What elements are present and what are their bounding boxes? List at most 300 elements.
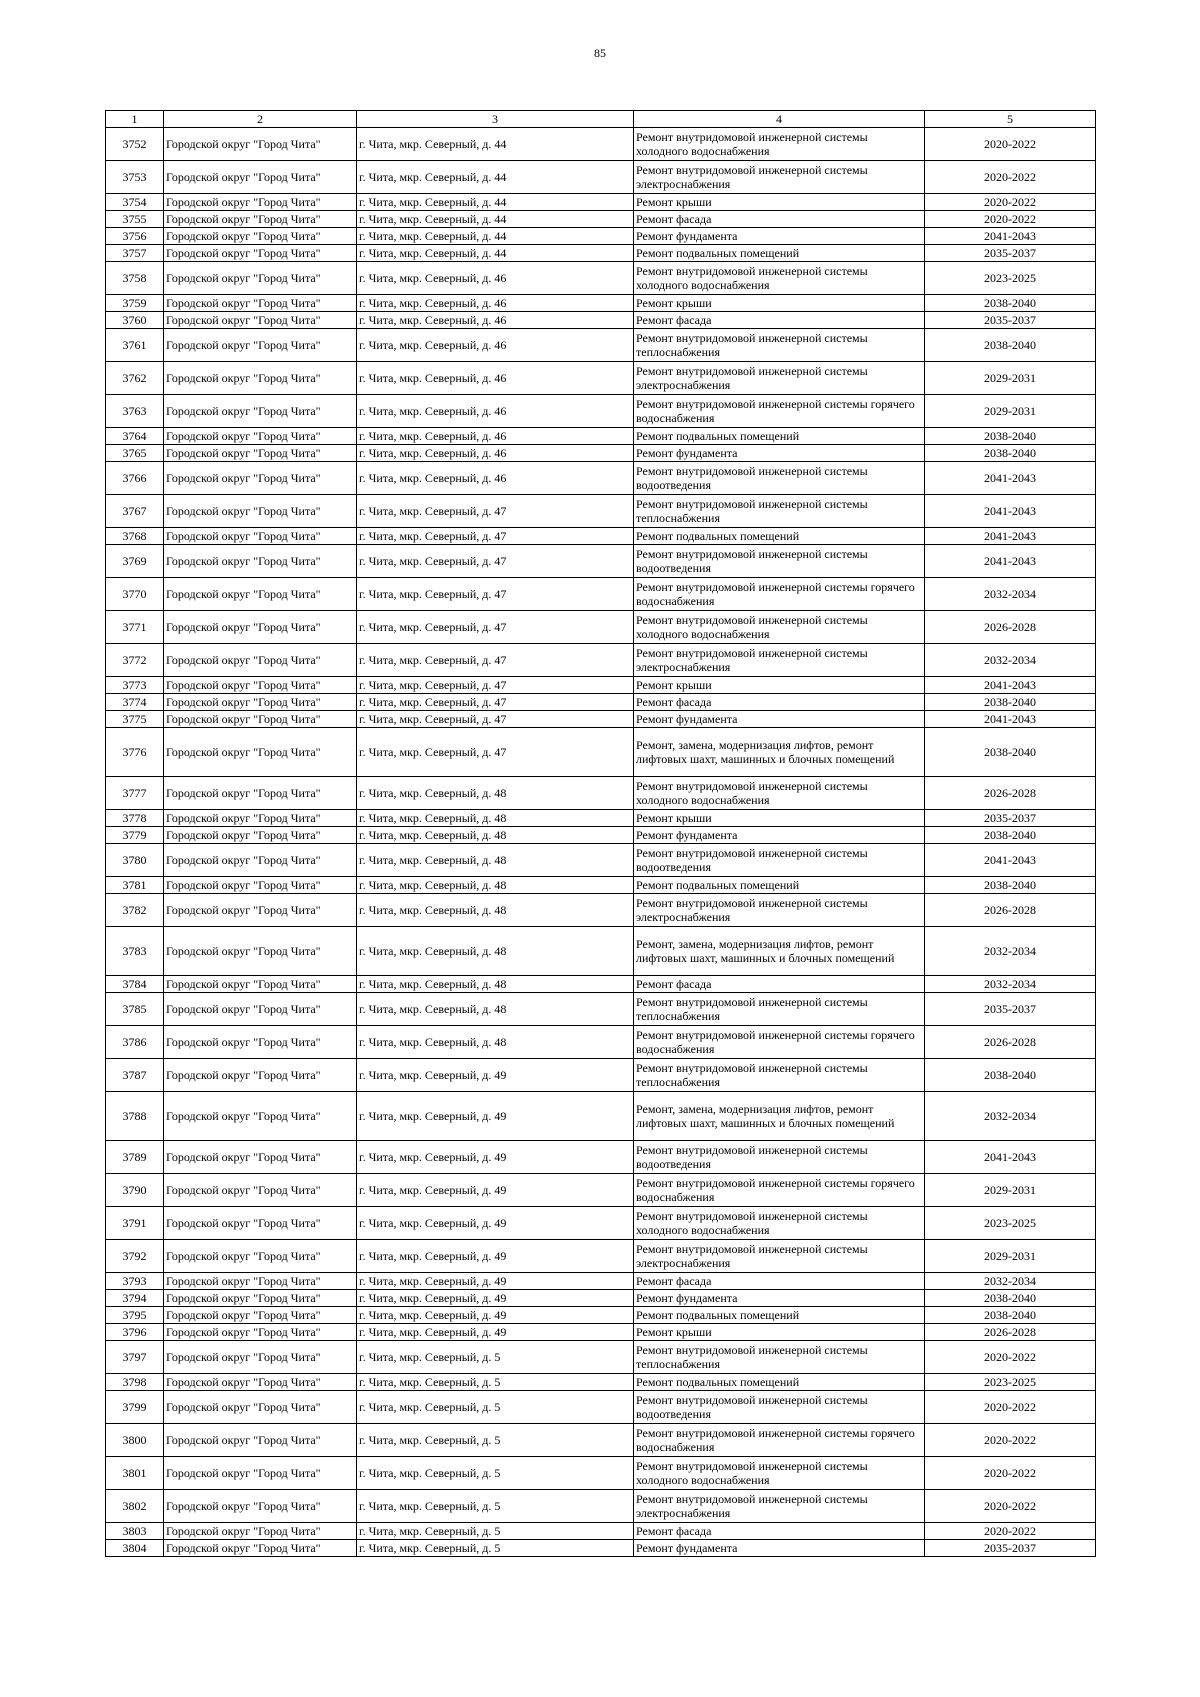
period-cell: 2038-2040 (925, 428, 1096, 445)
address-cell: г. Чита, мкр. Северный, д. 47 (357, 694, 634, 711)
row-number-cell: 3787 (106, 1059, 164, 1092)
table-row (106, 894, 1096, 927)
table-row (106, 1324, 1096, 1341)
row-number-cell: 3790 (106, 1174, 164, 1207)
table-row (106, 1240, 1096, 1273)
row-number-cell: 3762 (106, 362, 164, 395)
address-cell: г. Чита, мкр. Северный, д. 49 (357, 1307, 634, 1324)
municipality-cell: Городской округ "Город Чита" (164, 1141, 357, 1174)
address-cell: г. Чита, мкр. Северный, д. 47 (357, 711, 634, 728)
municipality-cell: Городской округ "Город Чита" (164, 545, 357, 578)
period-cell: 2032-2034 (925, 578, 1096, 611)
column-header: 1 (106, 111, 164, 128)
address-cell: г. Чита, мкр. Северный, д. 47 (357, 644, 634, 677)
period-cell: 2020-2022 (925, 1490, 1096, 1523)
work-type-cell: Ремонт внутридомовой инженерной системы холодного водоснабжения (634, 1207, 925, 1240)
period-cell: 2038-2040 (925, 1307, 1096, 1324)
work-type-cell: Ремонт внутридомовой инженерной системы горячего водоснабжения (634, 1424, 925, 1457)
row-number-cell: 3773 (106, 677, 164, 694)
table-row (106, 1307, 1096, 1324)
municipality-cell: Городской округ "Город Чита" (164, 295, 357, 312)
municipality-cell: Городской округ "Город Чита" (164, 495, 357, 528)
period-cell: 2029-2031 (925, 1174, 1096, 1207)
address-cell: г. Чита, мкр. Северный, д. 49 (357, 1240, 634, 1273)
address-cell: г. Чита, мкр. Северный, д. 5 (357, 1341, 634, 1374)
municipality-cell: Городской округ "Город Чита" (164, 677, 357, 694)
table-row (106, 1490, 1096, 1523)
address-cell: г. Чита, мкр. Северный, д. 5 (357, 1374, 634, 1391)
period-cell: 2041-2043 (925, 528, 1096, 545)
column-number-row (106, 111, 1096, 128)
address-cell: г. Чита, мкр. Северный, д. 46 (357, 362, 634, 395)
period-cell: 2023-2025 (925, 1207, 1096, 1240)
row-number-cell: 3759 (106, 295, 164, 312)
table-row (106, 611, 1096, 644)
table-row (106, 1457, 1096, 1490)
period-cell: 2035-2037 (925, 810, 1096, 827)
work-type-cell: Ремонт внутридомовой инженерной системы водоотведения (634, 545, 925, 578)
row-number-cell: 3774 (106, 694, 164, 711)
table-row (106, 1141, 1096, 1174)
municipality-cell: Городской округ "Город Чита" (164, 128, 357, 161)
row-number-cell: 3784 (106, 976, 164, 993)
period-cell: 2032-2034 (925, 1092, 1096, 1141)
period-cell: 2020-2022 (925, 161, 1096, 194)
municipality-cell: Городской округ "Город Чита" (164, 844, 357, 877)
work-type-cell: Ремонт фасада (634, 312, 925, 329)
period-cell: 2020-2022 (925, 1424, 1096, 1457)
period-cell: 2023-2025 (925, 1374, 1096, 1391)
work-type-cell: Ремонт фасада (634, 211, 925, 228)
repair-schedule-table (105, 110, 1096, 1557)
table-row (106, 228, 1096, 245)
row-number-cell: 3764 (106, 428, 164, 445)
municipality-cell: Городской округ "Город Чита" (164, 245, 357, 262)
table-row (106, 1523, 1096, 1540)
row-number-cell: 3785 (106, 993, 164, 1026)
row-number-cell: 3783 (106, 927, 164, 976)
table-row (106, 827, 1096, 844)
row-number-cell: 3791 (106, 1207, 164, 1240)
work-type-cell: Ремонт подвальных помещений (634, 1374, 925, 1391)
row-number-cell: 3769 (106, 545, 164, 578)
row-number-cell: 3756 (106, 228, 164, 245)
table-row (106, 1424, 1096, 1457)
work-type-cell: Ремонт внутридомовой инженерной системы электроснабжения (634, 362, 925, 395)
table-row (106, 844, 1096, 877)
table-row (106, 161, 1096, 194)
address-cell: г. Чита, мкр. Северный, д. 5 (357, 1424, 634, 1457)
work-type-cell: Ремонт фундамента (634, 228, 925, 245)
table-row (106, 312, 1096, 329)
period-cell: 2041-2043 (925, 1141, 1096, 1174)
work-type-cell: Ремонт фундамента (634, 1540, 925, 1557)
work-type-cell: Ремонт внутридомовой инженерной системы теплоснабжения (634, 1059, 925, 1092)
row-number-cell: 3771 (106, 611, 164, 644)
table-row (106, 578, 1096, 611)
municipality-cell: Городской округ "Город Чита" (164, 611, 357, 644)
address-cell: г. Чита, мкр. Северный, д. 44 (357, 211, 634, 228)
address-cell: г. Чита, мкр. Северный, д. 48 (357, 993, 634, 1026)
table-row (106, 428, 1096, 445)
period-cell: 2041-2043 (925, 228, 1096, 245)
work-type-cell: Ремонт внутридомовой инженерной системы водоотведения (634, 1141, 925, 1174)
address-cell: г. Чита, мкр. Северный, д. 47 (357, 528, 634, 545)
row-number-cell: 3761 (106, 329, 164, 362)
row-number-cell: 3799 (106, 1391, 164, 1424)
period-cell: 2023-2025 (925, 262, 1096, 295)
row-number-cell: 3768 (106, 528, 164, 545)
table-row (106, 728, 1096, 777)
row-number-cell: 3803 (106, 1523, 164, 1540)
work-type-cell: Ремонт внутридомовой инженерной системы электроснабжения (634, 1240, 925, 1273)
municipality-cell: Городской округ "Город Чита" (164, 1174, 357, 1207)
address-cell: г. Чита, мкр. Северный, д. 48 (357, 894, 634, 927)
work-type-cell: Ремонт внутридомовой инженерной системы электроснабжения (634, 644, 925, 677)
period-cell: 2020-2022 (925, 128, 1096, 161)
table-row (106, 1540, 1096, 1557)
period-cell: 2029-2031 (925, 395, 1096, 428)
table-row (106, 329, 1096, 362)
period-cell: 2038-2040 (925, 827, 1096, 844)
period-cell: 2035-2037 (925, 993, 1096, 1026)
work-type-cell: Ремонт внутридомовой инженерной системы электроснабжения (634, 1490, 925, 1523)
municipality-cell: Городской округ "Город Чита" (164, 161, 357, 194)
table-row (106, 993, 1096, 1026)
work-type-cell: Ремонт внутридомовой инженерной системы теплоснабжения (634, 495, 925, 528)
address-cell: г. Чита, мкр. Северный, д. 44 (357, 245, 634, 262)
work-type-cell: Ремонт фундамента (634, 827, 925, 844)
municipality-cell: Городской округ "Город Чита" (164, 1290, 357, 1307)
row-number-cell: 3779 (106, 827, 164, 844)
work-type-cell: Ремонт фасада (634, 694, 925, 711)
table-row (106, 445, 1096, 462)
table-row (106, 1174, 1096, 1207)
work-type-cell: Ремонт, замена, модернизация лифтов, ремонт лифтовых шахт, машинных и блочных помещений (634, 927, 925, 976)
column-header: 2 (164, 111, 357, 128)
work-type-cell: Ремонт внутридомовой инженерной системы водоотведения (634, 462, 925, 495)
address-cell: г. Чита, мкр. Северный, д. 47 (357, 545, 634, 578)
work-type-cell: Ремонт фундамента (634, 445, 925, 462)
row-number-cell: 3767 (106, 495, 164, 528)
period-cell: 2020-2022 (925, 1457, 1096, 1490)
row-number-cell: 3770 (106, 578, 164, 611)
row-number-cell: 3795 (106, 1307, 164, 1324)
address-cell: г. Чита, мкр. Северный, д. 47 (357, 677, 634, 694)
address-cell: г. Чита, мкр. Северный, д. 46 (357, 329, 634, 362)
table-row (106, 295, 1096, 312)
table-row (106, 1092, 1096, 1141)
address-cell: г. Чита, мкр. Северный, д. 48 (357, 877, 634, 894)
address-cell: г. Чита, мкр. Северный, д. 48 (357, 777, 634, 810)
period-cell: 2020-2022 (925, 1523, 1096, 1540)
address-cell: г. Чита, мкр. Северный, д. 44 (357, 161, 634, 194)
municipality-cell: Городской округ "Город Чита" (164, 894, 357, 927)
period-cell: 2038-2040 (925, 329, 1096, 362)
municipality-cell: Городской округ "Город Чита" (164, 1307, 357, 1324)
work-type-cell: Ремонт внутридомовой инженерной системы теплоснабжения (634, 1341, 925, 1374)
municipality-cell: Городской округ "Город Чита" (164, 1324, 357, 1341)
row-number-cell: 3766 (106, 462, 164, 495)
row-number-cell: 3788 (106, 1092, 164, 1141)
municipality-cell: Городской округ "Город Чита" (164, 927, 357, 976)
address-cell: г. Чита, мкр. Северный, д. 46 (357, 462, 634, 495)
work-type-cell: Ремонт, замена, модернизация лифтов, ремонт лифтовых шахт, машинных и блочных помещений (634, 1092, 925, 1141)
row-number-cell: 3789 (106, 1141, 164, 1174)
period-cell: 2026-2028 (925, 611, 1096, 644)
table-row (106, 395, 1096, 428)
row-number-cell: 3753 (106, 161, 164, 194)
work-type-cell: Ремонт, замена, модернизация лифтов, ремонт лифтовых шахт, машинных и блочных помещений (634, 728, 925, 777)
period-cell: 2032-2034 (925, 1273, 1096, 1290)
work-type-cell: Ремонт внутридомовой инженерной системы электроснабжения (634, 894, 925, 927)
municipality-cell: Городской округ "Город Чита" (164, 877, 357, 894)
table-body (106, 128, 1096, 1557)
table-row (106, 976, 1096, 993)
address-cell: г. Чита, мкр. Северный, д. 47 (357, 611, 634, 644)
municipality-cell: Городской округ "Город Чита" (164, 578, 357, 611)
municipality-cell: Городской округ "Город Чита" (164, 1374, 357, 1391)
work-type-cell: Ремонт фасада (634, 1273, 925, 1290)
work-type-cell: Ремонт внутридомовой инженерной системы холодного водоснабжения (634, 128, 925, 161)
municipality-cell: Городской округ "Город Чита" (164, 1026, 357, 1059)
row-number-cell: 3781 (106, 877, 164, 894)
municipality-cell: Городской округ "Город Чита" (164, 810, 357, 827)
period-cell: 2020-2022 (925, 1391, 1096, 1424)
period-cell: 2038-2040 (925, 694, 1096, 711)
table-row (106, 545, 1096, 578)
table-row (106, 694, 1096, 711)
row-number-cell: 3775 (106, 711, 164, 728)
period-cell: 2038-2040 (925, 295, 1096, 312)
period-cell: 2035-2037 (925, 1540, 1096, 1557)
work-type-cell: Ремонт фундамента (634, 1290, 925, 1307)
table-row (106, 1290, 1096, 1307)
work-type-cell: Ремонт внутридомовой инженерной системы теплоснабжения (634, 993, 925, 1026)
address-cell: г. Чита, мкр. Северный, д. 49 (357, 1207, 634, 1240)
municipality-cell: Городской округ "Город Чита" (164, 194, 357, 211)
municipality-cell: Городской округ "Город Чита" (164, 1273, 357, 1290)
address-cell: г. Чита, мкр. Северный, д. 48 (357, 1026, 634, 1059)
address-cell: г. Чита, мкр. Северный, д. 44 (357, 194, 634, 211)
municipality-cell: Городской округ "Город Чита" (164, 1207, 357, 1240)
table-row (106, 1391, 1096, 1424)
address-cell: г. Чита, мкр. Северный, д. 46 (357, 395, 634, 428)
municipality-cell: Городской округ "Город Чита" (164, 1457, 357, 1490)
row-number-cell: 3786 (106, 1026, 164, 1059)
municipality-cell: Городской округ "Город Чита" (164, 228, 357, 245)
work-type-cell: Ремонт внутридомовой инженерной системы теплоснабжения (634, 329, 925, 362)
row-number-cell: 3763 (106, 395, 164, 428)
address-cell: г. Чита, мкр. Северный, д. 48 (357, 927, 634, 976)
table-row (106, 194, 1096, 211)
row-number-cell: 3804 (106, 1540, 164, 1557)
work-type-cell: Ремонт подвальных помещений (634, 245, 925, 262)
municipality-cell: Городской округ "Город Чита" (164, 462, 357, 495)
address-cell: г. Чита, мкр. Северный, д. 5 (357, 1457, 634, 1490)
row-number-cell: 3800 (106, 1424, 164, 1457)
address-cell: г. Чита, мкр. Северный, д. 49 (357, 1324, 634, 1341)
municipality-cell: Городской округ "Город Чита" (164, 329, 357, 362)
row-number-cell: 3793 (106, 1273, 164, 1290)
period-cell: 2038-2040 (925, 728, 1096, 777)
work-type-cell: Ремонт подвальных помещений (634, 877, 925, 894)
row-number-cell: 3778 (106, 810, 164, 827)
address-cell: г. Чита, мкр. Северный, д. 48 (357, 976, 634, 993)
table-row (106, 1374, 1096, 1391)
period-cell: 2026-2028 (925, 1026, 1096, 1059)
period-cell: 2041-2043 (925, 462, 1096, 495)
period-cell: 2041-2043 (925, 711, 1096, 728)
work-type-cell: Ремонт фасада (634, 1523, 925, 1540)
municipality-cell: Городской округ "Город Чита" (164, 1391, 357, 1424)
row-number-cell: 3752 (106, 128, 164, 161)
row-number-cell: 3796 (106, 1324, 164, 1341)
address-cell: г. Чита, мкр. Северный, д. 49 (357, 1273, 634, 1290)
municipality-cell: Городской округ "Город Чита" (164, 711, 357, 728)
period-cell: 2038-2040 (925, 1059, 1096, 1092)
address-cell: г. Чита, мкр. Северный, д. 5 (357, 1540, 634, 1557)
period-cell: 2026-2028 (925, 894, 1096, 927)
municipality-cell: Городской округ "Город Чита" (164, 827, 357, 844)
address-cell: г. Чита, мкр. Северный, д. 49 (357, 1174, 634, 1207)
address-cell: г. Чита, мкр. Северный, д. 49 (357, 1059, 634, 1092)
municipality-cell: Городской округ "Город Чита" (164, 1523, 357, 1540)
row-number-cell: 3757 (106, 245, 164, 262)
period-cell: 2041-2043 (925, 545, 1096, 578)
row-number-cell: 3765 (106, 445, 164, 462)
period-cell: 2020-2022 (925, 1341, 1096, 1374)
municipality-cell: Городской округ "Город Чита" (164, 1240, 357, 1273)
work-type-cell: Ремонт внутридомовой инженерной системы холодного водоснабжения (634, 611, 925, 644)
row-number-cell: 3797 (106, 1341, 164, 1374)
row-number-cell: 3772 (106, 644, 164, 677)
municipality-cell: Городской округ "Город Чита" (164, 362, 357, 395)
work-type-cell: Ремонт подвальных помещений (634, 528, 925, 545)
address-cell: г. Чита, мкр. Северный, д. 46 (357, 428, 634, 445)
row-number-cell: 3780 (106, 844, 164, 877)
municipality-cell: Городской округ "Город Чита" (164, 1424, 357, 1457)
period-cell: 2020-2022 (925, 194, 1096, 211)
address-cell: г. Чита, мкр. Северный, д. 46 (357, 295, 634, 312)
table-row (106, 927, 1096, 976)
period-cell: 2041-2043 (925, 495, 1096, 528)
table-row (106, 1341, 1096, 1374)
table-row (106, 877, 1096, 894)
period-cell: 2035-2037 (925, 245, 1096, 262)
table-row (106, 128, 1096, 161)
row-number-cell: 3758 (106, 262, 164, 295)
address-cell: г. Чита, мкр. Северный, д. 48 (357, 827, 634, 844)
address-cell: г. Чита, мкр. Северный, д. 46 (357, 312, 634, 329)
period-cell: 2029-2031 (925, 362, 1096, 395)
table-row (106, 245, 1096, 262)
row-number-cell: 3777 (106, 777, 164, 810)
table-row (106, 677, 1096, 694)
address-cell: г. Чита, мкр. Северный, д. 5 (357, 1391, 634, 1424)
period-cell: 2020-2022 (925, 211, 1096, 228)
row-number-cell: 3794 (106, 1290, 164, 1307)
address-cell: г. Чита, мкр. Северный, д. 49 (357, 1290, 634, 1307)
municipality-cell: Городской округ "Город Чита" (164, 728, 357, 777)
work-type-cell: Ремонт крыши (634, 810, 925, 827)
table-row (106, 495, 1096, 528)
row-number-cell: 3782 (106, 894, 164, 927)
work-type-cell: Ремонт внутридомовой инженерной системы холодного водоснабжения (634, 262, 925, 295)
address-cell: г. Чита, мкр. Северный, д. 47 (357, 495, 634, 528)
work-type-cell: Ремонт внутридомовой инженерной системы водоотведения (634, 1391, 925, 1424)
table-row (106, 262, 1096, 295)
address-cell: г. Чита, мкр. Северный, д. 48 (357, 844, 634, 877)
municipality-cell: Городской округ "Город Чита" (164, 976, 357, 993)
row-number-cell: 3792 (106, 1240, 164, 1273)
row-number-cell: 3802 (106, 1490, 164, 1523)
address-cell: г. Чита, мкр. Северный, д. 5 (357, 1490, 634, 1523)
address-cell: г. Чита, мкр. Северный, д. 5 (357, 1523, 634, 1540)
period-cell: 2038-2040 (925, 445, 1096, 462)
row-number-cell: 3798 (106, 1374, 164, 1391)
address-cell: г. Чита, мкр. Северный, д. 47 (357, 578, 634, 611)
period-cell: 2032-2034 (925, 644, 1096, 677)
table-row (106, 211, 1096, 228)
municipality-cell: Городской округ "Город Чита" (164, 1341, 357, 1374)
period-cell: 2026-2028 (925, 1324, 1096, 1341)
municipality-cell: Городской округ "Город Чита" (164, 993, 357, 1026)
row-number-cell: 3776 (106, 728, 164, 777)
row-number-cell: 3755 (106, 211, 164, 228)
table-row (106, 644, 1096, 677)
work-type-cell: Ремонт внутридомовой инженерной системы электроснабжения (634, 161, 925, 194)
table-row (106, 810, 1096, 827)
address-cell: г. Чита, мкр. Северный, д. 49 (357, 1141, 634, 1174)
period-cell: 2038-2040 (925, 1290, 1096, 1307)
table-row (106, 1273, 1096, 1290)
work-type-cell: Ремонт внутридомовой инженерной системы холодного водоснабжения (634, 1457, 925, 1490)
row-number-cell: 3754 (106, 194, 164, 211)
column-header: 5 (925, 111, 1096, 128)
work-type-cell: Ремонт внутридомовой инженерной системы горячего водоснабжения (634, 395, 925, 428)
period-cell: 2029-2031 (925, 1240, 1096, 1273)
table-row (106, 462, 1096, 495)
period-cell: 2041-2043 (925, 677, 1096, 694)
table-row (106, 777, 1096, 810)
address-cell: г. Чита, мкр. Северный, д. 44 (357, 128, 634, 161)
work-type-cell: Ремонт фасада (634, 976, 925, 993)
municipality-cell: Городской округ "Город Чита" (164, 445, 357, 462)
municipality-cell: Городской округ "Город Чита" (164, 694, 357, 711)
work-type-cell: Ремонт внутридомовой инженерной системы горячего водоснабжения (634, 1174, 925, 1207)
municipality-cell: Городской округ "Город Чита" (164, 1490, 357, 1523)
table-row (106, 1059, 1096, 1092)
work-type-cell: Ремонт подвальных помещений (634, 1307, 925, 1324)
municipality-cell: Городской округ "Город Чита" (164, 1540, 357, 1557)
address-cell: г. Чита, мкр. Северный, д. 44 (357, 228, 634, 245)
address-cell: г. Чита, мкр. Северный, д. 49 (357, 1092, 634, 1141)
row-number-cell: 3760 (106, 312, 164, 329)
municipality-cell: Городской округ "Город Чита" (164, 395, 357, 428)
municipality-cell: Городской округ "Город Чита" (164, 428, 357, 445)
period-cell: 2026-2028 (925, 777, 1096, 810)
table-row (106, 362, 1096, 395)
municipality-cell: Городской округ "Город Чита" (164, 528, 357, 545)
address-cell: г. Чита, мкр. Северный, д. 46 (357, 445, 634, 462)
work-type-cell: Ремонт внутридомовой инженерной системы водоотведения (634, 844, 925, 877)
work-type-cell: Ремонт фундамента (634, 711, 925, 728)
period-cell: 2032-2034 (925, 976, 1096, 993)
table-row (106, 1207, 1096, 1240)
column-header: 4 (634, 111, 925, 128)
period-cell: 2035-2037 (925, 312, 1096, 329)
